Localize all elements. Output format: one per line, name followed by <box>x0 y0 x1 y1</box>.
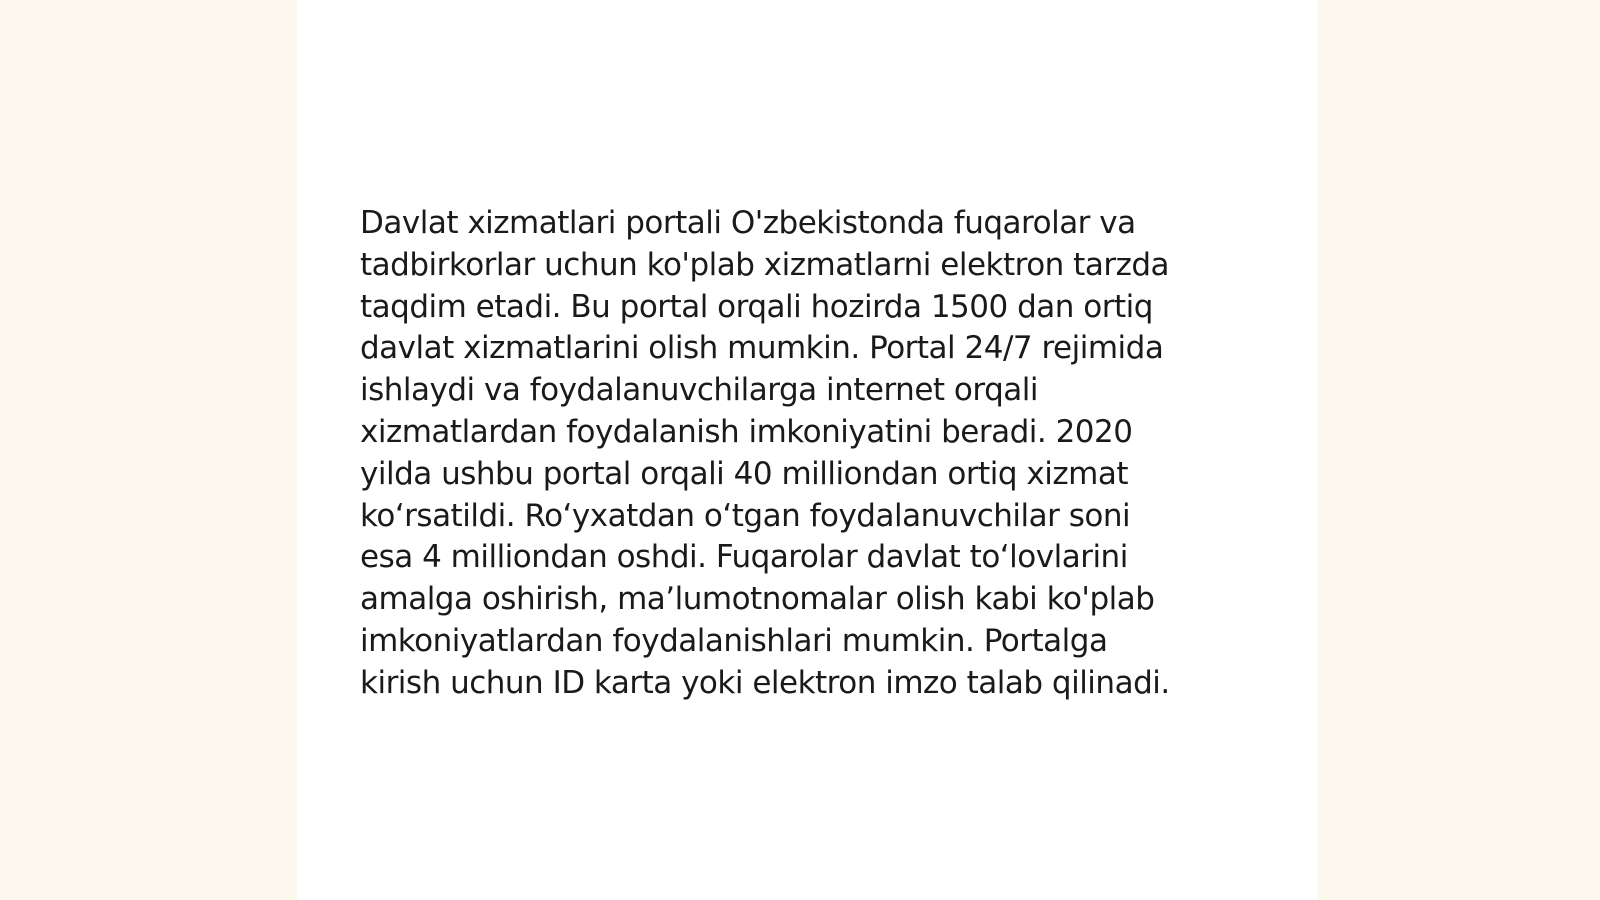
document-paragraph <box>360 203 1290 705</box>
paragraph-line: tadbirkorlar uchun ko'plab xizmatlarni elektron tarzda <box>360 246 1170 283</box>
paragraph-line: taqdim etadi. Bu portal orqali hozirda 1500 dan ortiq <box>360 288 1153 325</box>
paragraph-line: Davlat xizmatlari portali O'zbekistonda fuqarolar va <box>360 205 1136 241</box>
document-page <box>297 0 1317 900</box>
paragraph-line: esa 4 milliondan oshdi. Fuqarolar davlat to‘lovlarini <box>360 539 1128 576</box>
paragraph-line: xizmatlardan foydalanish imkoniyatini beradi. 2020 <box>360 413 1133 450</box>
paragraph-line: imkoniyatlardan foydalanishlari mumkin. Portalga <box>360 622 1108 659</box>
paragraph-line: ishlaydi va foydalanuvchilarga internet orqali <box>360 372 1038 409</box>
paragraph-line: kirish uchun ID karta yoki elektron imzo talab qilinadi. <box>360 664 1170 701</box>
paragraph-line: amalga oshirish, ma’lumotnomalar olish kabi ko'plab <box>360 581 1155 618</box>
paragraph-line: yilda ushbu portal orqali 40 milliondan ortiq xizmat <box>360 455 1128 492</box>
paragraph-line: davlat xizmatlarini olish mumkin. Portal 24/7 rejimida <box>360 330 1164 367</box>
paragraph-line: ko‘rsatildi. Ro‘yxatdan o‘tgan foydalanuvchilar soni <box>360 497 1131 534</box>
